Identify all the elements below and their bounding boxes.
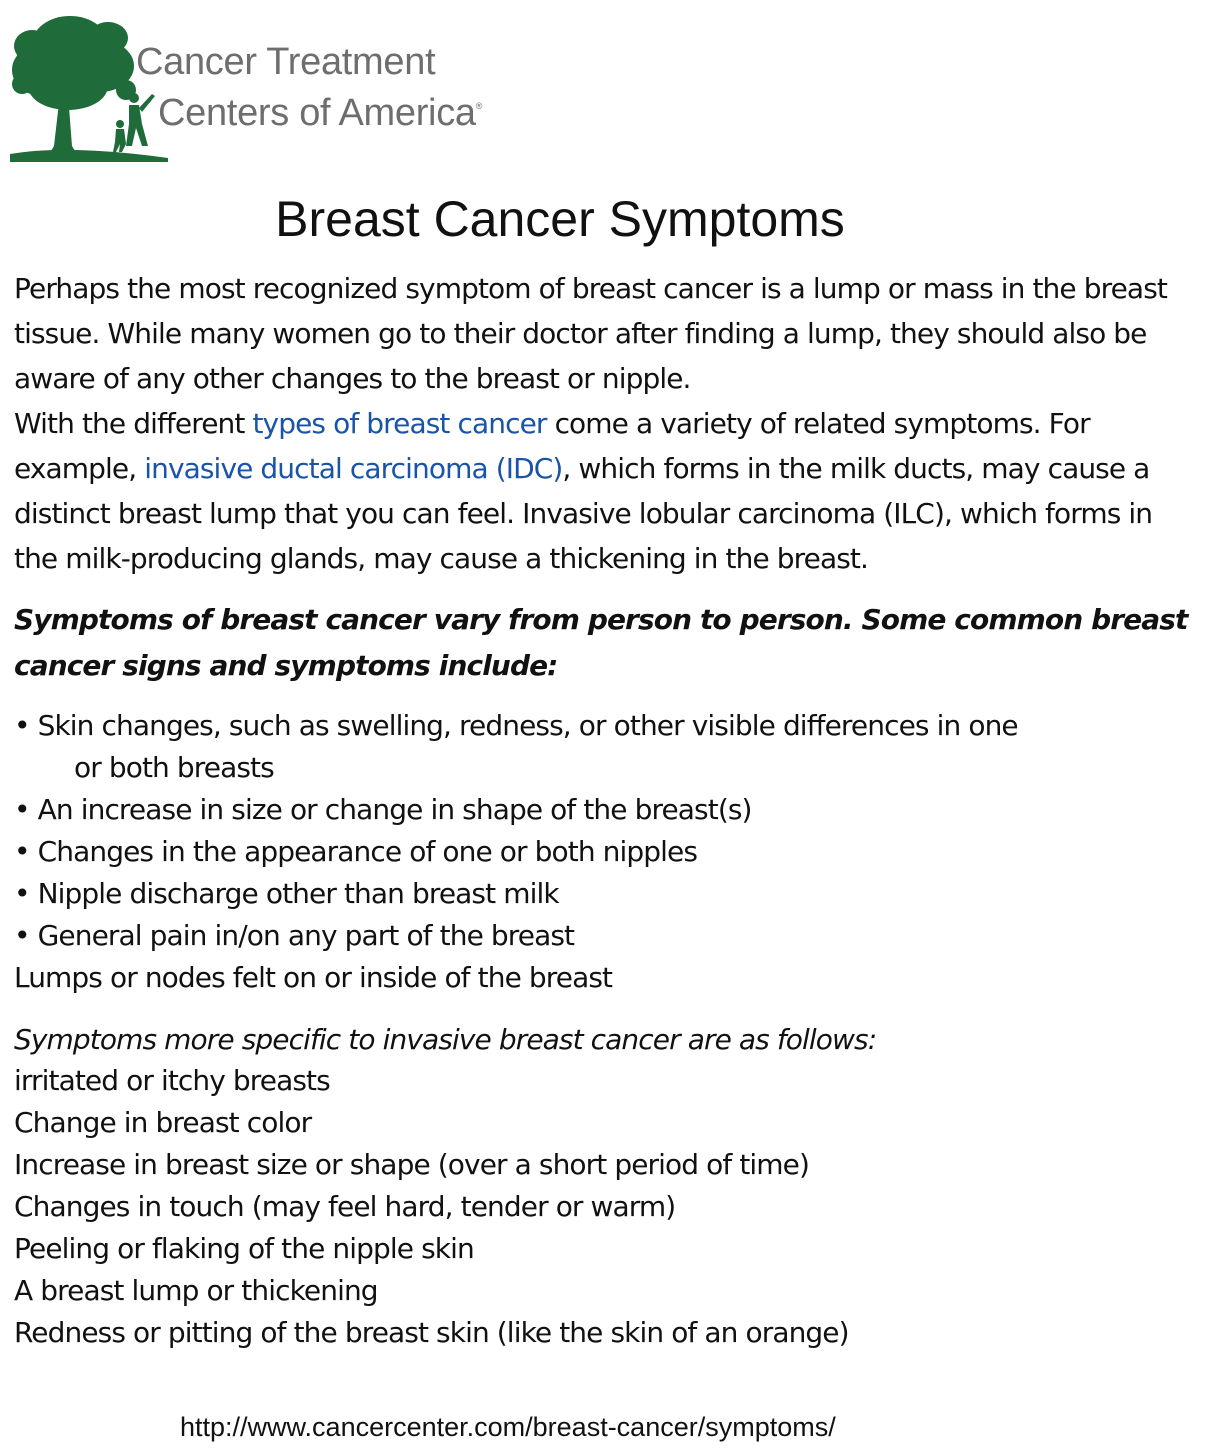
list-item: Redness or pitting of the breast skin (like the skin of an orange) xyxy=(14,1316,849,1349)
list-item: A breast lump or thickening xyxy=(14,1274,378,1307)
list-item xyxy=(14,705,1199,789)
common-symptoms-list xyxy=(14,705,1199,999)
list-item: • An increase in size or change in shape of the breast(s) xyxy=(14,793,752,826)
list-item: irritated or itchy breasts xyxy=(14,1064,330,1097)
idc-link[interactable]: invasive ductal carcinoma (IDC) xyxy=(144,452,563,485)
logo-line2-text: Centers of America xyxy=(158,92,476,134)
list-item: Peeling or flaking of the nipple skin xyxy=(14,1232,474,1265)
list-item: Changes in touch (may feel hard, tender or warm) xyxy=(14,1190,676,1223)
logo-line2 xyxy=(136,84,482,135)
list-item-text: • Skin changes, such as swelling, redness, or other visible differences in one xyxy=(14,709,1018,742)
logo-wordmark xyxy=(136,40,482,135)
intro-paragraph-1: Perhaps the most recognized symptom of breast cancer is a lump or mass in the breast tissue. While many women go to their doctor after finding a lump, they should also be aware of any other changes to the breast or nipple. xyxy=(14,272,1167,395)
list-item: Lumps or nodes felt on or inside of the breast xyxy=(14,961,613,994)
logo-line1: Cancer Treatment xyxy=(136,41,436,83)
common-symptoms-heading: Symptoms of breast cancer vary from person to person. Some common breast cancer signs and symptoms include: xyxy=(14,603,1188,682)
intro-text-before: With the different xyxy=(14,407,253,440)
page-title: Breast Cancer Symptoms xyxy=(275,191,845,247)
article-body xyxy=(14,266,1199,1354)
registered-mark: ® xyxy=(475,101,483,111)
source-url: http://www.cancercenter.com/breast-cancer/symptoms/ xyxy=(180,1412,836,1442)
list-item: • General pain in/on any part of the breast xyxy=(14,919,575,952)
list-item: Increase in breast size or shape (over a short period of time) xyxy=(14,1148,810,1181)
logo xyxy=(8,6,528,166)
list-item-continuation: or both breasts xyxy=(74,751,274,784)
types-of-breast-cancer-link[interactable]: types of breast cancer xyxy=(252,407,547,440)
intro-text-middle: come a variety of related symptoms. For example, xyxy=(14,407,1090,485)
intro-paragraph-2 xyxy=(14,401,1199,581)
list-item: • Changes in the appearance of one or both nipples xyxy=(14,835,698,868)
intro-text-after: , which forms in the milk ducts, may cause a distinct breast lump that you can feel. Invasive lobular carcinoma (ILC), which forms in the milk-producing glands, may cause a thickening in the breast. xyxy=(14,452,1153,575)
list-item: • Nipple discharge other than breast milk xyxy=(14,877,559,910)
invasive-symptoms-list xyxy=(14,1060,1199,1354)
list-item: Change in breast color xyxy=(14,1106,312,1139)
invasive-symptoms-heading: Symptoms more specific to invasive breast cancer are as follows: xyxy=(14,1023,877,1056)
